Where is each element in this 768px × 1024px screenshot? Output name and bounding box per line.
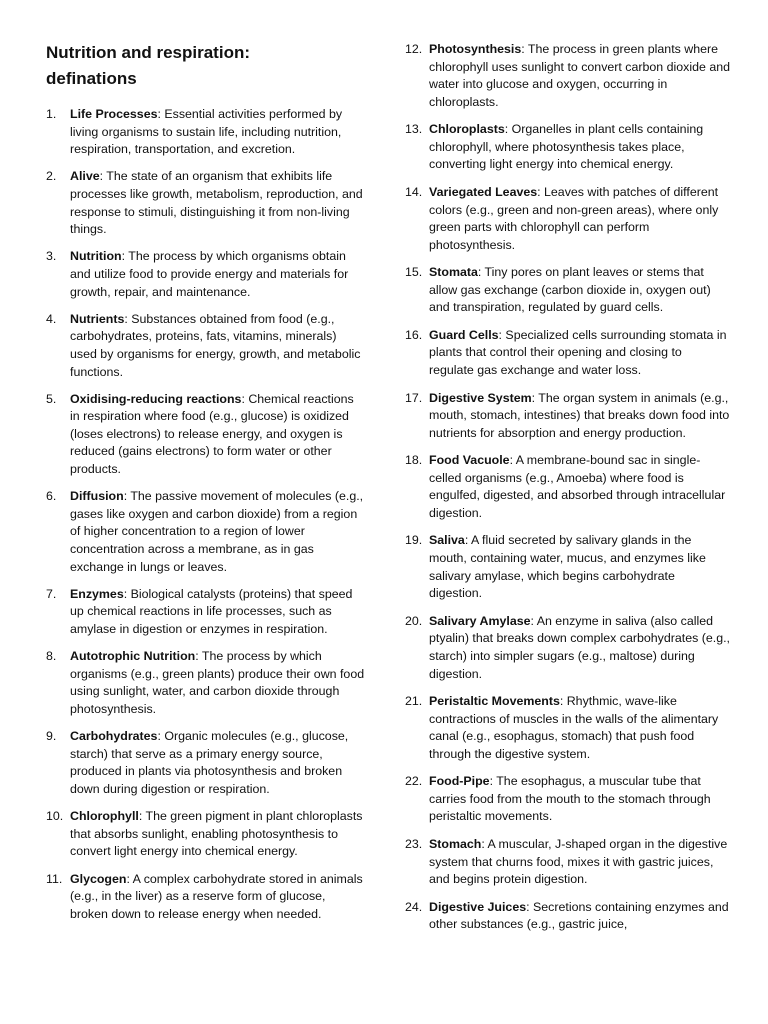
item-number: 24. [405, 899, 423, 914]
definition-text: : The process by which organisms obtain and utilize food to provide energy and materials for growth, repair, and maintenance. [70, 249, 349, 299]
definition-term: Saliva [429, 533, 465, 548]
definition-text: : Substances obtained from food (e.g., carbohydrates, proteins, fats, vitamins, minerals) used by organisms for energy, growth, and metabolic functions. [70, 311, 361, 379]
definition-text: : The esophagus, a muscular tube that carries food from the mouth to the stomach through peristaltic movements. [429, 774, 711, 824]
definition-item [405, 264, 730, 317]
definition-text: : The passive movement of molecules (e.g., gases like oxygen and carbon dioxide) from a region of higher concentration to a region of lower concentration across a membrane, as in gas exchange in lungs or leaves. [70, 489, 364, 574]
item-number: 10. [46, 809, 64, 824]
definition-text: : Biological catalysts (proteins) that speed up chemical reactions in life processes, such as amylase in digestion or enzymes in respiration. [70, 586, 353, 636]
item-number: 17. [405, 390, 423, 405]
definition-text: : The organ system in animals (e.g., mouth, stomach, intestines) that breaks down food into nutrients for absorption and energy production. [429, 390, 730, 440]
item-number: 22. [405, 774, 423, 789]
definition-item [405, 452, 730, 522]
definition-term: Alive [70, 169, 100, 184]
definition-term: Stomata [429, 265, 478, 280]
definition-term: Oxidising-reducing reactions [70, 391, 242, 406]
item-number: 1. [46, 107, 57, 121]
definition-item [46, 391, 366, 479]
definition-term: Guard Cells [429, 327, 499, 342]
item-number: 19. [405, 533, 423, 548]
definition-item [405, 693, 730, 763]
definition-item [46, 871, 366, 924]
definition-item [46, 248, 366, 301]
item-number: 5. [46, 391, 57, 406]
definition-term: Photosynthesis [429, 42, 522, 56]
definition-text: : A membrane-bound sac in single-celled organisms (e.g., Amoeba) where food is engulfed, digested, and absorbed through intracellular digestion. [429, 453, 726, 520]
definition-text: : The process in green plants where chlorophyll uses sunlight to convert carbon dioxide and water into glucose and oxygen, occurring in chloroplasts. [429, 42, 730, 109]
definition-term: Autotrophic Nutrition [70, 649, 196, 664]
definition-item [405, 327, 730, 380]
definition-term: Variegated Leaves [429, 184, 538, 199]
definition-text: : Essential activities performed by living organisms to sustain life, including nutrition, respiration, transportation, and excretion. [70, 107, 343, 157]
definition-item [46, 311, 366, 381]
definition-text: : Organic molecules (e.g., glucose, starch) that serve as a primary energy source, produced in plants via photosynthesis and broken down during digestion or respiration. [70, 729, 349, 796]
definition-item [405, 899, 730, 934]
definition-item [405, 121, 730, 174]
item-number: 3. [46, 249, 57, 264]
item-number: 13. [405, 122, 423, 137]
definition-term: Food Vacuole [429, 453, 510, 468]
item-number: 23. [405, 836, 423, 851]
definition-item [405, 41, 730, 111]
definition-term: Enzymes [70, 586, 124, 601]
item-number: 20. [405, 613, 423, 628]
definition-text: : The state of an organism that exhibits life processes like growth, metabolism, reproduction, and response to stimuli, distinguishing it from non-living things. [70, 169, 363, 237]
definition-item [405, 184, 730, 254]
item-number: 21. [405, 694, 423, 709]
definition-text: : A muscular, J-shaped organ in the digestive system that churns food, mixes it with gastric juices, and begins protein digestion. [429, 836, 728, 887]
definition-item [46, 168, 366, 238]
item-number: 7. [46, 586, 57, 601]
definition-term: Digestive Juices [429, 899, 527, 914]
definition-text: : Chemical reactions in respiration where food (e.g., glucose) is oxidized (loses electrons) to release energy, and oxygen is reduced (gains electrons) to form water or other products. [70, 391, 354, 477]
definition-term: Nutrition [70, 249, 122, 264]
definition-item [46, 106, 366, 159]
item-number: 14. [405, 184, 423, 199]
definition-item [46, 728, 366, 798]
item-number: 6. [46, 489, 57, 504]
item-number: 8. [46, 649, 57, 664]
definition-term: Salivary Amylase [429, 613, 531, 628]
definition-text: : An enzyme in saliva (also called ptyalin) that breaks down complex carbohydrates (e.g., starch) into simpler sugars (e.g., maltose) during digestion. [429, 613, 730, 681]
item-number: 9. [46, 729, 57, 744]
definition-term: Nutrients [70, 311, 125, 326]
item-number: 18. [405, 453, 423, 468]
definition-item [405, 532, 730, 602]
definition-term: Glycogen [70, 871, 127, 886]
definition-text: : A fluid secreted by salivary glands in the mouth, containing water, mucus, and enzymes like salivary amylase, which begins carbohydrate digestion. [429, 533, 706, 601]
left-column [46, 40, 366, 933]
definition-term: Carbohydrates [70, 729, 158, 744]
definition-term: Peristaltic Movements [429, 694, 560, 709]
definition-list-left [46, 106, 366, 923]
item-number: 16. [405, 327, 423, 342]
item-number: 2. [46, 169, 57, 184]
definition-item [405, 390, 730, 443]
definition-text: : Specialized cells surrounding stomata in plants that control their opening and closing to regulate gas exchange and water loss. [429, 327, 727, 378]
item-number: 11. [46, 871, 63, 886]
definition-term: Stomach [429, 836, 482, 851]
definition-text: : The green pigment in plant chloroplasts that absorbs sunlight, enabling photosynthesis to convert light energy into chemical energy. [70, 809, 363, 859]
definition-text: : Organelles in plant cells containing chlorophyll, where photosynthesis takes place, converting light energy into chemical energy. [429, 122, 704, 172]
definition-text: : Leaves with patches of different colors (e.g., green and non-green areas), where only green parts with chlorophyll can perform photosynthesis. [429, 184, 719, 252]
definition-text: : Tiny pores on plant leaves or stems that allow gas exchange (carbon dioxide in, oxygen out) and transpiration, regulated by guard cells. [429, 265, 711, 315]
definition-item [46, 808, 366, 861]
definition-term: Food-Pipe [429, 774, 490, 789]
definition-term: Chloroplasts [429, 122, 505, 137]
definition-text: : Secretions containing enzymes and other substances (e.g., gastric juice, [429, 899, 729, 932]
definition-text: : The process by which organisms (e.g., green plants) produce their own food using sunlight, water, and carbon dioxide through photosynthesis. [70, 649, 365, 716]
right-column [405, 41, 730, 944]
definition-item [46, 488, 366, 576]
definition-term: Diffusion [70, 489, 124, 504]
definition-text: : A complex carbohydrate stored in animals (e.g., in the liver) as a reserve form of glucose, broken down to release energy when needed. [70, 871, 363, 921]
definition-item [405, 613, 730, 683]
definition-term: Life Processes [70, 107, 158, 121]
definition-term: Digestive System [429, 390, 532, 405]
item-number: 4. [46, 311, 57, 326]
definition-list-right [405, 41, 730, 934]
definition-item [46, 586, 366, 639]
definition-term: Chlorophyll [70, 809, 139, 824]
definition-item [405, 836, 730, 889]
definition-item [405, 773, 730, 826]
definition-item [46, 648, 366, 718]
page-title: Nutrition and respiration: definations [46, 43, 250, 88]
definition-text: : Rhythmic, wave-like contractions of muscles in the walls of the alimentary canal (e.g., esophagus, stomach) that push food through the digestive system. [429, 694, 719, 761]
item-number: 15. [405, 265, 423, 280]
item-number: 12. [405, 42, 423, 56]
